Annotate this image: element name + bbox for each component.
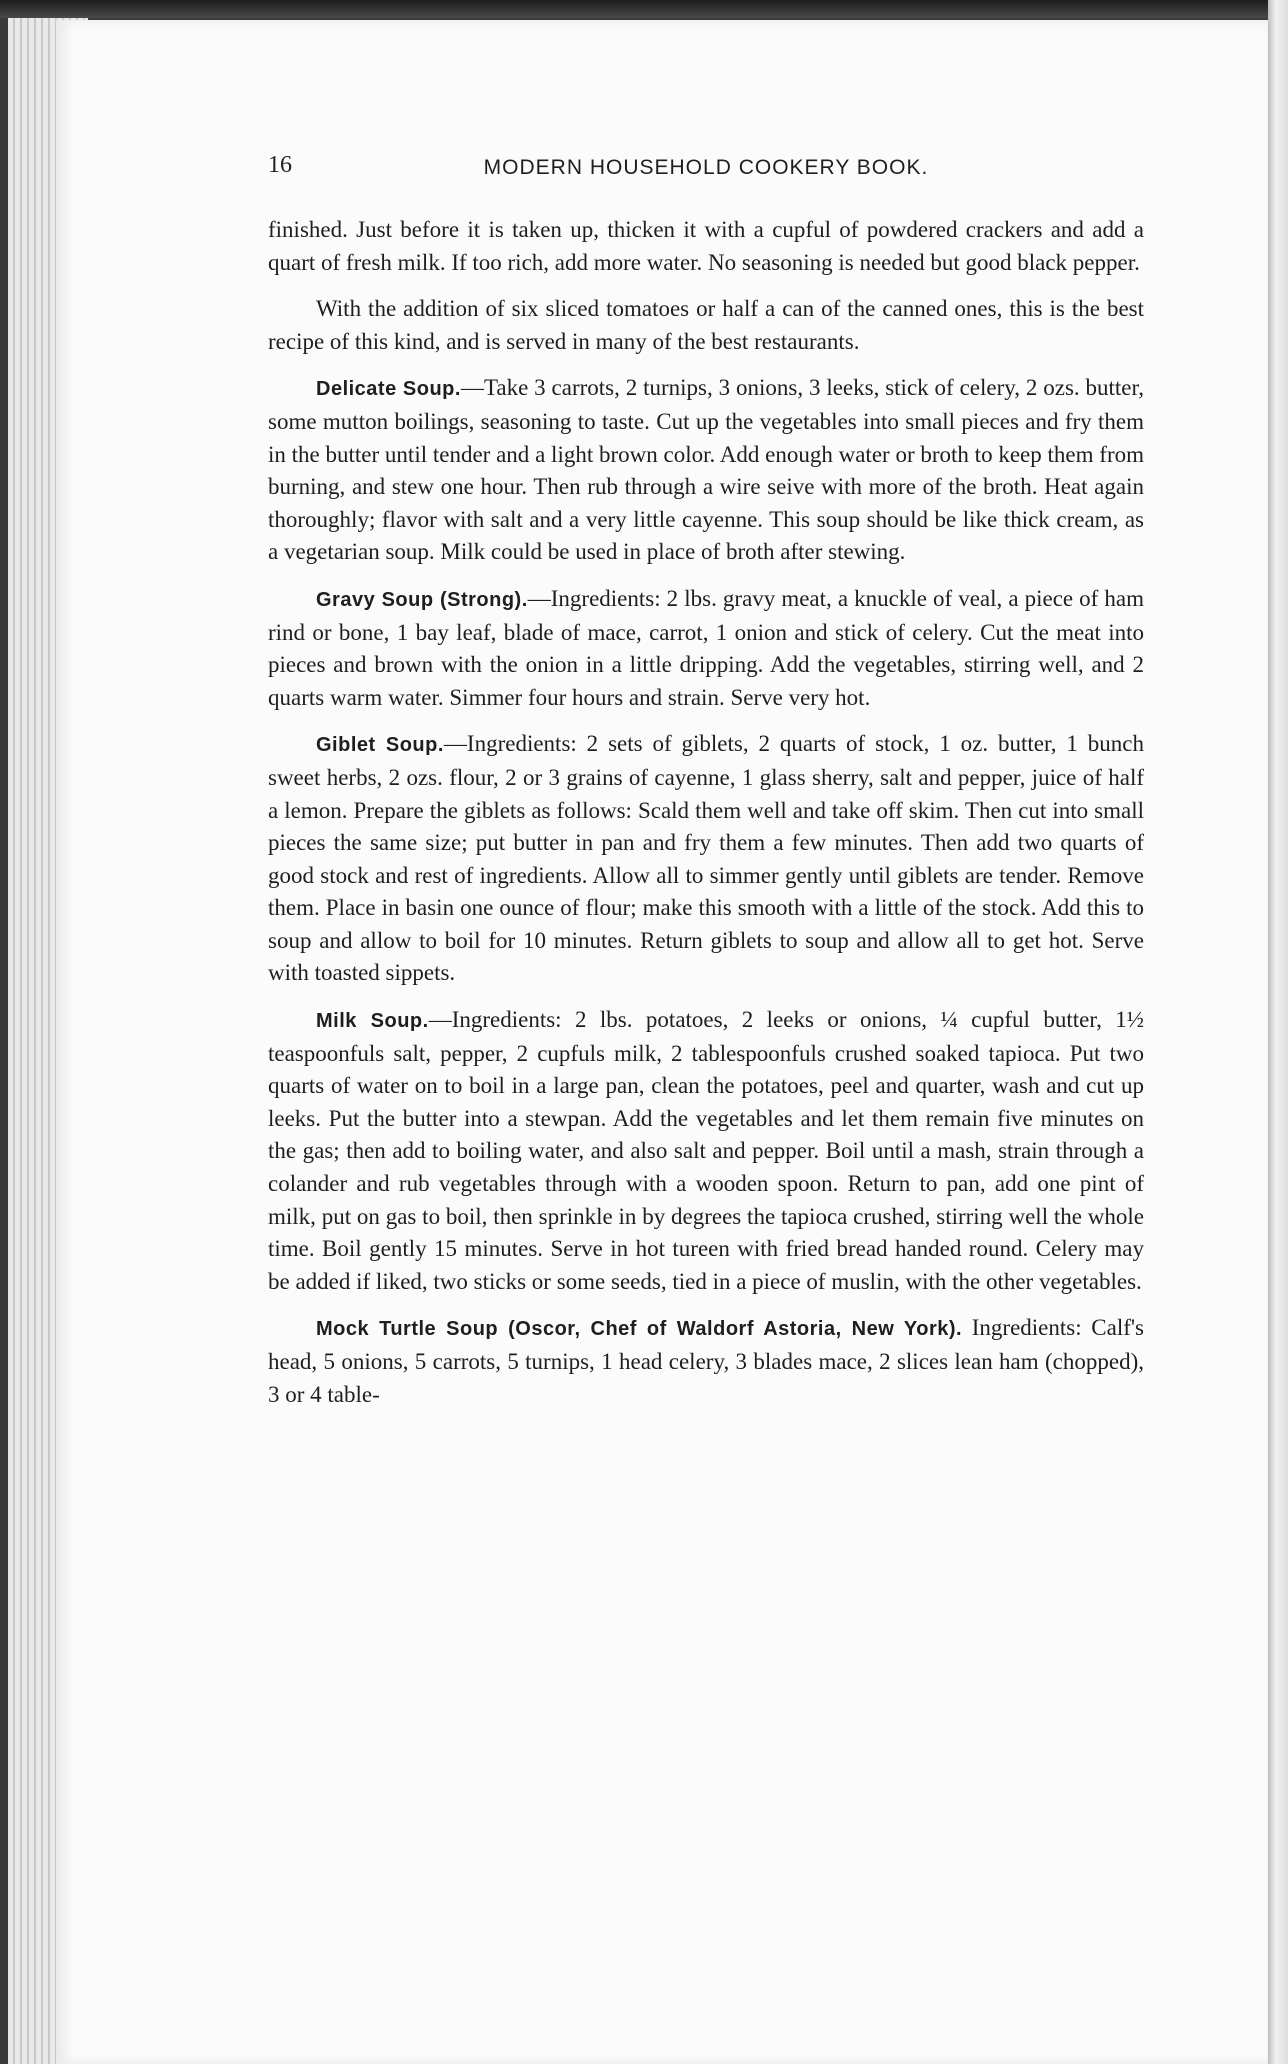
running-title: MODERN HOUSEHOLD COOKERY BOOK. xyxy=(483,156,929,179)
scan-top-border xyxy=(0,0,1288,18)
recipe-mock-turtle-soup xyxy=(268,1312,1144,1411)
recipe-text: —Take 3 carrots, 2 turnips, 3 onions, 3 leeks, stick of celery, 2 ozs. butter, some mutton boilings, seasoning to taste. Cut up the vegetables into small pieces and fry them in the butter until tender and a light brown color. Add enough water or broth to keep them from burning, and stew one hour. Then rub through a wire seive with more of the broth. Heat again thoroughly; flavor with salt and a very little cayenne. This soup should be like thick cream, as a vegetarian soup. Milk could be used in place of broth after stewing. xyxy=(268,375,1144,565)
recipe-title: Gravy Soup (Strong). xyxy=(316,588,528,611)
scan-right-border xyxy=(1268,0,1288,2064)
running-head xyxy=(268,152,1144,192)
recipe-gravy-soup xyxy=(268,583,1144,714)
recipe-title: Giblet Soup. xyxy=(316,734,444,757)
recipe-title: Delicate Soup. xyxy=(316,378,461,401)
recipe-text: —Ingredients: 2 lbs. gravy meat, a knuckle of veal, a piece of ham rind or bone, 1 bay leaf, blade of mace, carrot, 1 onion and stick of celery. Cut the meat into pieces and brown with the onion in a little dripping. Add the vegetables, stirring well, and 2 quarts warm water. Simmer four hours and strain. Serve very hot. xyxy=(268,585,1145,710)
recipe-title: Milk Soup. xyxy=(316,1010,429,1033)
recipe-giblet-soup xyxy=(268,728,1144,990)
paragraph-tomato-note xyxy=(268,293,1144,358)
recipe-title: Mock Turtle Soup (Oscor, Chef of Waldorf Astoria, New York). xyxy=(316,1318,963,1341)
paragraph-text: finished. Just before it is taken up, thicken it with a cupful of powdered crackers and add a quart of fresh milk. If too rich, add more water. No seasoning is needed but good black pepper. xyxy=(268,217,1144,275)
page-content xyxy=(268,152,1144,1425)
recipe-delicate-soup xyxy=(268,372,1144,569)
recipe-text: —Ingredients: 2 lbs. potatoes, 2 leeks or onions, ¼ cupful butter, 1½ teaspoonfuls salt, pepper, 2 cupfuls milk, 2 tablespoonfuls crushed soaked tapioca. Put two quarts of water on to boil in a large pan, clean the potatoes, peel and quarter, wash and cut up leeks. Put the butter into a stewpan. Add the vegetables and let them remain five minutes on the gas; then add to boiling water, and also salt and pepper. Boil until a mash, strain through a colander and rub vegetables through with a wooden spoon. Return to pan, add one pint of milk, put on gas to boil, then sprinkle in by degrees the tapioca crushed, stirring well the whole time. Boil gently 15 minutes. Serve in hot tureen with fried bread handed round. Celery may be added if liked, two sticks or some seeds, tied in a piece of muslin, with the other vegetables. xyxy=(268,1007,1145,1294)
page-number: 16 xyxy=(268,152,292,178)
recipe-milk-soup xyxy=(268,1004,1144,1298)
recipe-text: —Ingredients: 2 sets of giblets, 2 quarts of stock, 1 oz. butter, 1 bunch sweet herbs, 2 ozs. flour, 2 or 3 grains of cayenne, 1 glass sherry, salt and pepper, juice of half a lemon. Prepare the giblets as follows: Scald them well and take off skim. Then cut into small pieces the same size; put butter in pan and fry them a few minutes. Then add two quarts of good stock and rest of ingredients. Allow all to simmer gently until giblets are tender. Remove them. Place in basin one ounce of flour; make this smooth with a little of the stock. Add this to soup and allow to boil for 10 minutes. Return giblets to soup and allow all to get hot. Serve with toasted sippets. xyxy=(268,731,1144,986)
paragraph-text: With the addition of six sliced tomatoes or half a can of the canned ones, this is the best recipe of this kind, and is served in many of the best restaurants. xyxy=(268,296,1144,354)
paragraph-continuation xyxy=(268,214,1144,279)
recipe-text: Ingredients: Calf's head, 5 onions, 5 carrots, 5 turnips, 1 head celery, 3 blades mace, 2 slices lean ham (chopped), 3 or 4 table- xyxy=(268,1315,1144,1407)
